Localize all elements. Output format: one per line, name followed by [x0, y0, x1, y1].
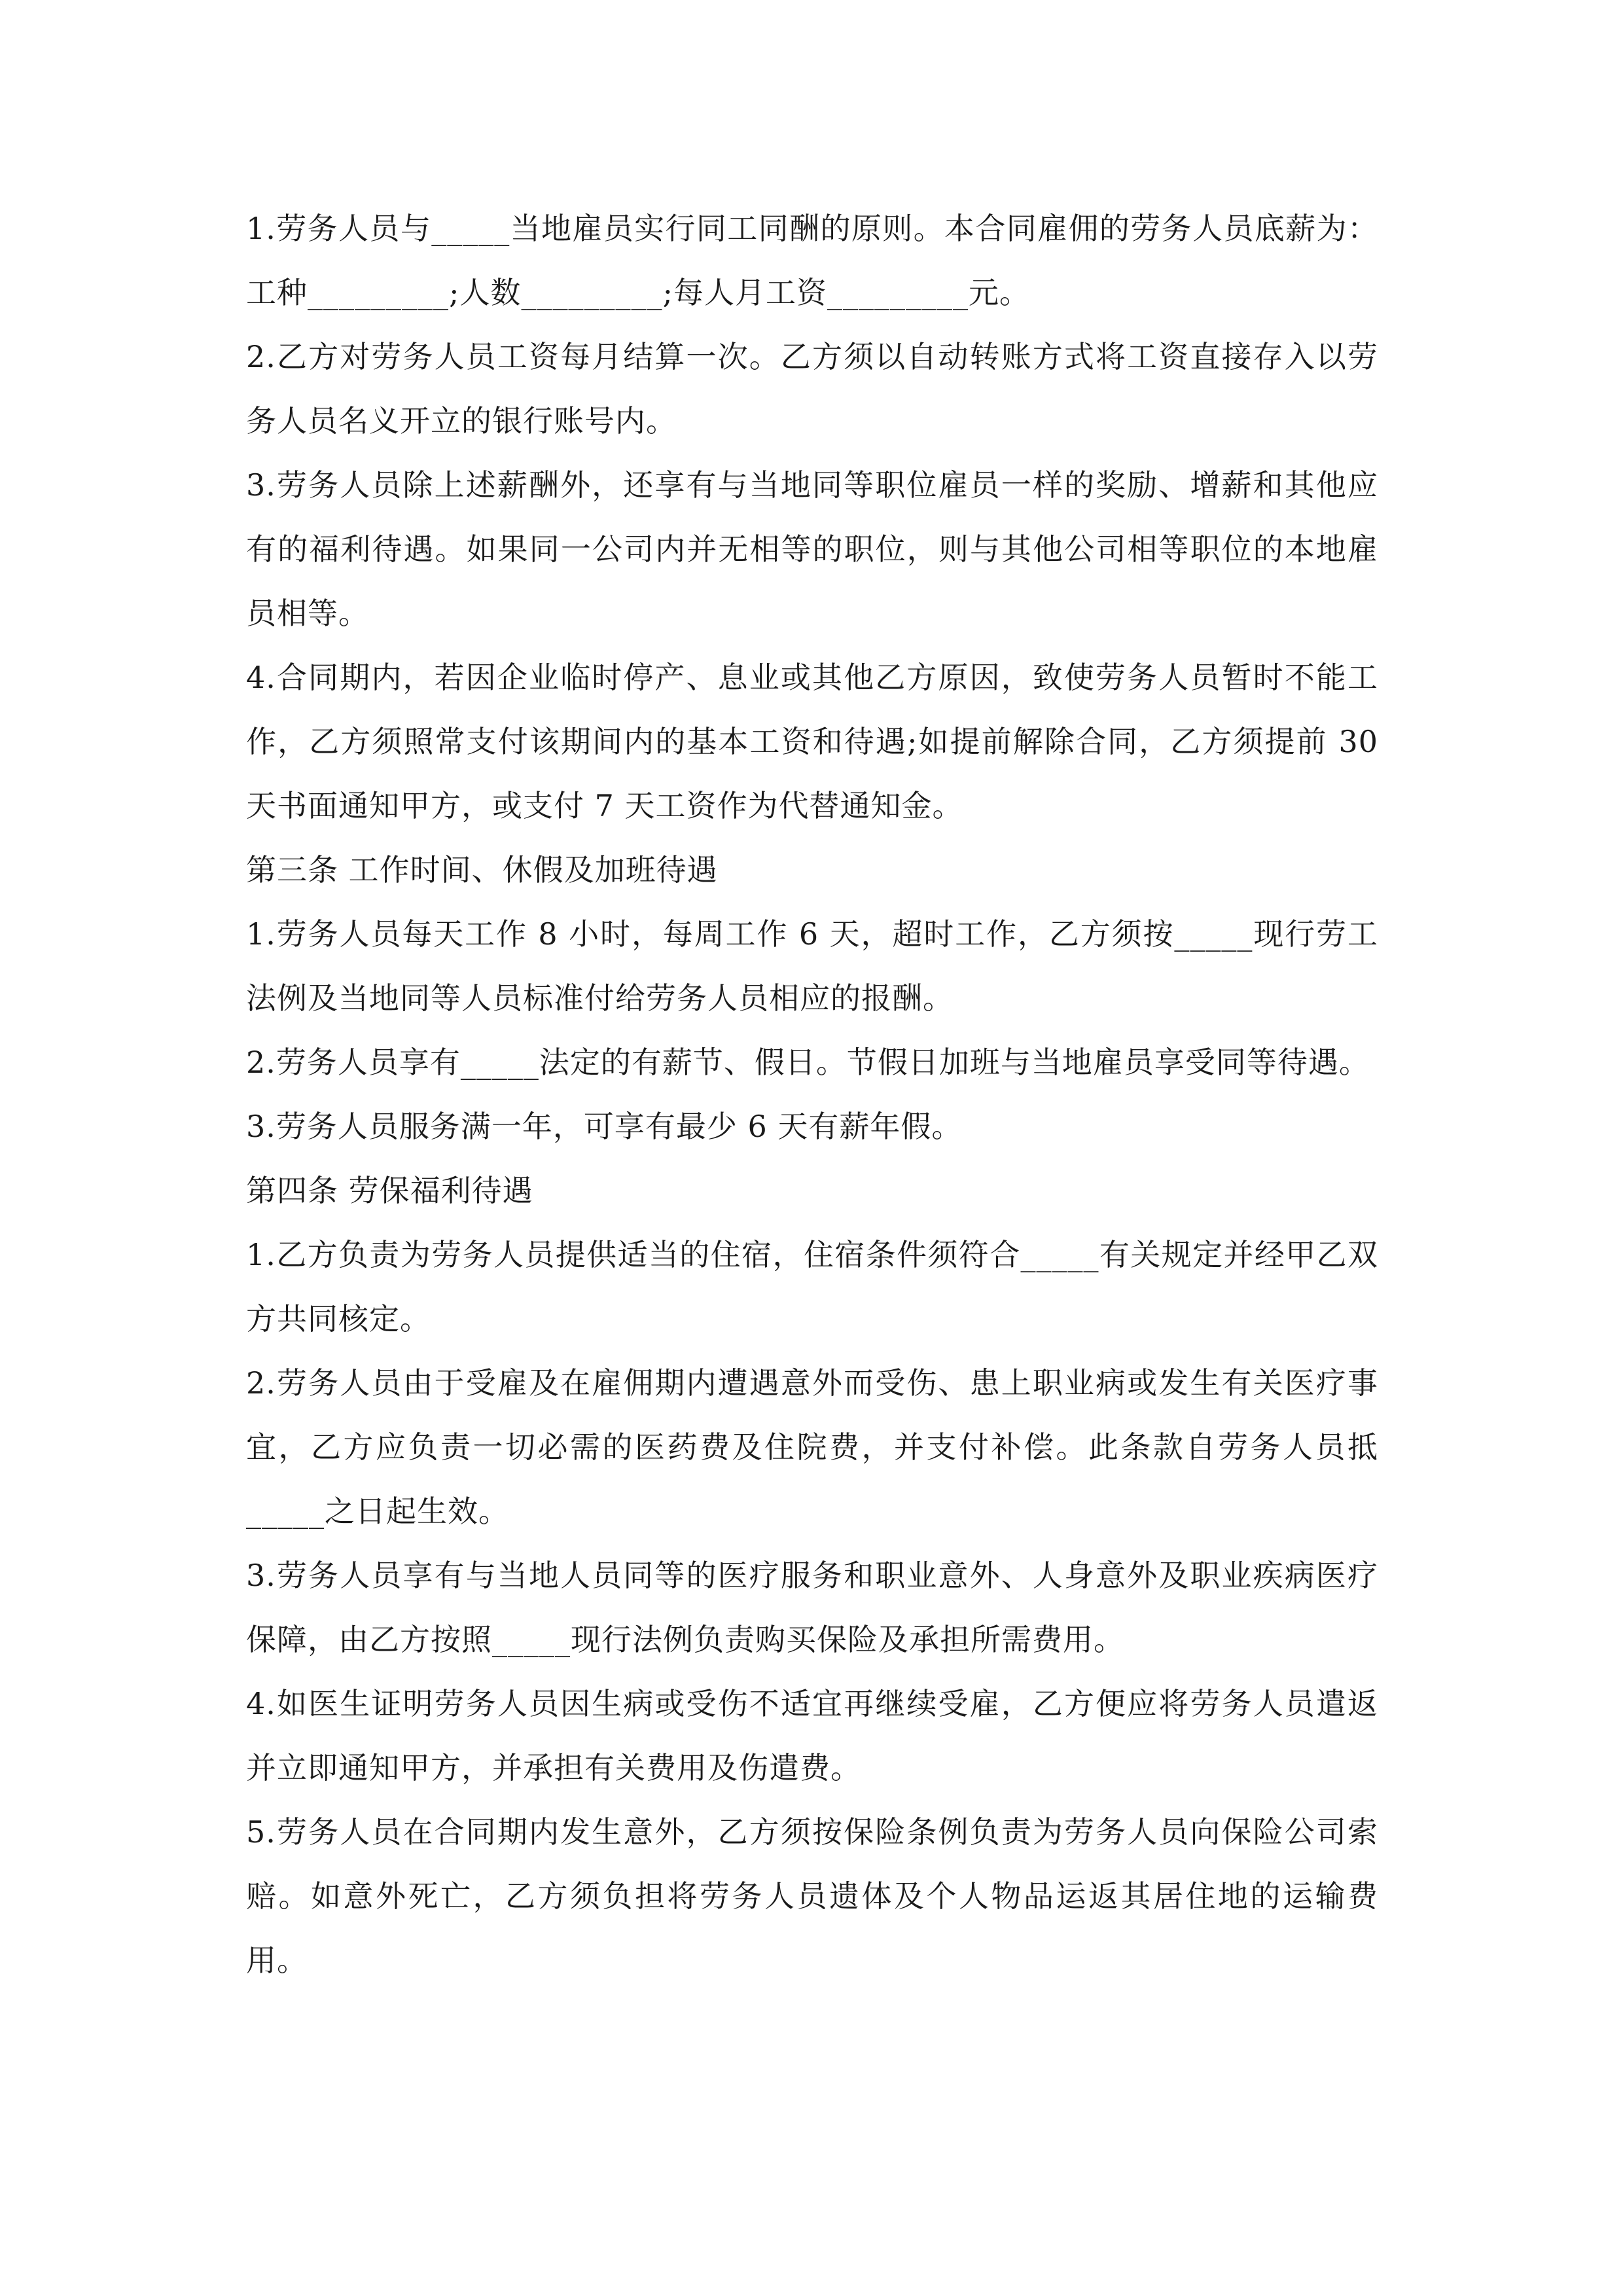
clause-worktime-2: 2.劳务人员享有_____法定的有薪节、假日。节假日加班与当地雇员享受同等待遇。	[246, 1045, 1370, 1080]
clause-worktime-1: 1.劳务人员每天工作 8 小时，每周工作 6 天，超时工作，乙方须按_____现行劳工法例及当地同等人员标准付给劳务人员相应的报酬。	[246, 916, 1378, 1016]
clause-wage-3: 3.劳务人员除上述薪酬外，还享有与当地同等职位雇员一样的奖励、增薪和其他应有的福利待遇。如果同一公司内并无相等的职位，则与其他公司相等职位的本地雇员相等。	[246, 467, 1378, 631]
article-4-heading: 第四条 劳保福利待遇	[246, 1173, 533, 1208]
clause-wage-1: 1.劳务人员与_____当地雇员实行同工同酬的原则。本合同雇佣的劳务人员底薪为：工种_________;人数_________;每人月工资_________元。	[246, 211, 1378, 310]
clause-welfare-2: 2.劳务人员由于受雇及在雇佣期内遭遇意外而受伤、患上职业病或发生有关医疗事宜，乙方应负责一切必需的医药费及住院费，并支付补偿。此条款自劳务人员抵_____之日起生效。	[246, 1365, 1378, 1529]
clause-welfare-1: 1.乙方负责为劳务人员提供适当的住宿，住宿条件须符合_____有关规定并经甲乙双方共同核定。	[246, 1237, 1378, 1336]
clause-welfare-5: 5.劳务人员在合同期内发生意外，乙方须按保险条例负责为劳务人员向保险公司索赔。如意外死亡，乙方须负担将劳务人员遗体及个人物品运返其居住地的运输费用。	[246, 1814, 1378, 1978]
clause-wage-4: 4.合同期内，若因企业临时停产、息业或其他乙方原因，致使劳务人员暂时不能工作，乙方须照常支付该期间内的基本工资和待遇;如提前解除合同，乙方须提前 30 天书面通知甲方，或支付 7 天工资作为代替通知金。	[246, 660, 1378, 823]
clause-welfare-3: 3.劳务人员享有与当地人员同等的医疗服务和职业意外、人身意外及职业疾病医疗保障，由乙方按照_____现行法例负责购买保险及承担所需费用。	[246, 1558, 1378, 1657]
clause-wage-2: 2.乙方对劳务人员工资每月结算一次。乙方须以自动转账方式将工资直接存入以劳务人员名义开立的银行账号内。	[246, 339, 1378, 439]
clause-welfare-4: 4.如医生证明劳务人员因生病或受伤不适宜再继续受雇，乙方便应将劳务人员遣返并立即通知甲方，并承担有关费用及伤遣费。	[246, 1686, 1378, 1785]
article-3-heading: 第三条 工作时间、休假及加班待遇	[246, 852, 718, 888]
document-body	[246, 196, 1378, 1992]
clause-worktime-3: 3.劳务人员服务满一年，可享有最少 6 天有薪年假。	[246, 1109, 963, 1144]
